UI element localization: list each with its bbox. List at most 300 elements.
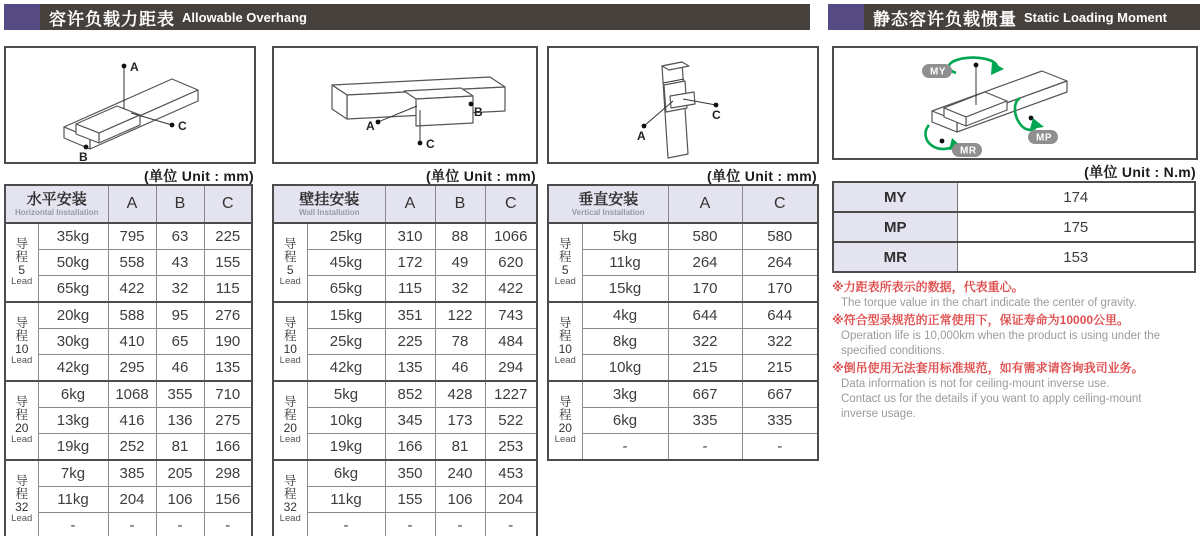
value-cell: 215 xyxy=(668,355,742,382)
table-row xyxy=(5,329,252,355)
value-cell: 155 xyxy=(385,487,435,513)
value-cell: 310 xyxy=(385,223,435,250)
value-cell: 135 xyxy=(385,355,435,382)
table-row xyxy=(273,408,537,434)
point-c-dot xyxy=(714,103,719,108)
table-row xyxy=(273,355,537,382)
point-a-label: A xyxy=(637,129,646,143)
note-en: The torque value in the chart indicate the center of gravity. xyxy=(841,297,1137,309)
weight-cell: 7kg xyxy=(38,460,108,487)
header-row xyxy=(273,185,537,223)
weight-cell: 6kg xyxy=(307,460,385,487)
table-head xyxy=(5,185,252,223)
lead-cell xyxy=(273,460,307,536)
table-body xyxy=(548,223,818,460)
notes-block xyxy=(832,278,1200,422)
lead-zh-char: 导 xyxy=(15,474,28,489)
weight-cell: 15kg xyxy=(582,276,668,303)
vertical-table-mount xyxy=(547,184,819,461)
my-badge-label: MY xyxy=(930,66,946,78)
header-row xyxy=(5,185,252,223)
value-cell: 106 xyxy=(435,487,485,513)
value-cell: 322 xyxy=(742,329,818,355)
table-row xyxy=(833,212,1195,242)
lead-number: 10 xyxy=(15,342,29,357)
value-cell: 225 xyxy=(385,329,435,355)
lead-cell xyxy=(548,381,582,460)
lead-zh-char: 程 xyxy=(558,408,572,423)
value-cell: 322 xyxy=(668,329,742,355)
value-cell: 295 xyxy=(108,355,156,382)
column-header-a: A xyxy=(668,185,742,223)
overhang-table-wall xyxy=(272,184,538,536)
lead-number: 10 xyxy=(283,342,297,357)
weight-cell: 11kg xyxy=(307,487,385,513)
table-body xyxy=(5,223,252,536)
accent-square xyxy=(4,4,40,30)
weight-cell: 65kg xyxy=(38,276,108,303)
table-row xyxy=(5,223,252,250)
unit-label: (单位 Unit : mm) xyxy=(144,168,254,184)
value-cell: 32 xyxy=(156,276,204,303)
horizontal-rail-diagram xyxy=(6,48,254,162)
weight-cell: - xyxy=(582,434,668,461)
table-head xyxy=(548,185,818,223)
value-cell: 355 xyxy=(156,381,204,408)
moment-value: 153 xyxy=(957,242,1195,272)
lead-zh-char: 程 xyxy=(283,250,297,265)
value-cell: 252 xyxy=(108,434,156,461)
lead-en-label: Lead xyxy=(554,433,576,445)
table-title-zh: 壁挂安装 xyxy=(299,190,360,208)
point-b-dot xyxy=(84,145,89,150)
weight-cell: - xyxy=(307,513,385,536)
weight-cell: 42kg xyxy=(38,355,108,382)
value-cell: 351 xyxy=(385,302,435,329)
table-row xyxy=(5,408,252,434)
table-row xyxy=(273,250,537,276)
value-cell: 644 xyxy=(668,302,742,329)
table-row xyxy=(548,408,818,434)
table-title xyxy=(273,185,385,223)
point-b-dot xyxy=(469,102,474,107)
lead-zh-char: 程 xyxy=(558,250,572,265)
weight-cell: 20kg xyxy=(38,302,108,329)
weight-cell: 35kg xyxy=(38,223,108,250)
lead-cell xyxy=(5,302,38,381)
table-row xyxy=(5,460,252,487)
point-b-label: B xyxy=(474,105,483,119)
moment-table-mount xyxy=(832,181,1198,273)
note-en: inverse usage. xyxy=(841,407,916,420)
lead-en-label: Lead xyxy=(279,354,301,366)
value-cell: 81 xyxy=(156,434,204,461)
column-header-a: A xyxy=(108,185,156,223)
point-a-dot xyxy=(376,120,381,125)
table-row xyxy=(5,355,252,382)
lead-zh-char: 程 xyxy=(15,250,28,265)
value-cell: - xyxy=(668,434,742,461)
value-cell: 32 xyxy=(435,276,485,303)
table-row xyxy=(548,223,818,250)
note-zh: ※力距表所表示的数据，代表重心。 xyxy=(832,280,1024,294)
value-cell: 115 xyxy=(204,276,252,303)
lead-number: 20 xyxy=(283,421,297,436)
value-cell: - xyxy=(156,513,204,536)
accent-square xyxy=(828,4,864,30)
lead-zh-char: 导 xyxy=(283,237,297,252)
weight-cell: 5kg xyxy=(307,381,385,408)
value-cell: - xyxy=(742,434,818,461)
lead-cell xyxy=(273,381,307,460)
value-cell: 276 xyxy=(204,302,252,329)
value-cell: 46 xyxy=(156,355,204,382)
table-row xyxy=(548,302,818,329)
section-title-zh: 静态容许负载惯量 xyxy=(873,9,1017,29)
note-zh: ※符合型录规范的正常使用下，保证寿命为10000公里。 xyxy=(832,312,1130,327)
lead-en-label: Lead xyxy=(554,354,576,366)
column-header-a: A xyxy=(385,185,435,223)
table-row xyxy=(5,381,252,408)
moment-label: MY xyxy=(833,182,957,212)
table-row xyxy=(548,276,818,303)
point-c-label: C xyxy=(426,137,435,151)
value-cell: 644 xyxy=(742,302,818,329)
lead-en-label: Lead xyxy=(11,433,33,445)
value-cell: 156 xyxy=(204,487,252,513)
weight-cell: - xyxy=(38,513,108,536)
value-cell: 205 xyxy=(156,460,204,487)
unit-label: (单位 Unit : mm) xyxy=(426,168,536,184)
table-row xyxy=(5,302,252,329)
vertical-rail-diagram xyxy=(549,48,817,162)
lead-zh-char: 程 xyxy=(15,408,28,423)
point-c-label: C xyxy=(712,108,721,122)
value-cell: 1068 xyxy=(108,381,156,408)
column-wall xyxy=(272,46,538,536)
column-vertical xyxy=(547,46,819,461)
value-cell: 345 xyxy=(385,408,435,434)
table-title xyxy=(5,185,108,223)
column-horizontal xyxy=(4,46,256,536)
weight-cell: 8kg xyxy=(582,329,668,355)
weight-cell: 5kg xyxy=(582,223,668,250)
table-row xyxy=(5,487,252,513)
value-cell: 170 xyxy=(742,276,818,303)
lead-number: 10 xyxy=(558,342,572,357)
value-cell: 264 xyxy=(742,250,818,276)
value-cell: 63 xyxy=(156,223,204,250)
point-a-dot xyxy=(642,124,647,129)
lead-cell xyxy=(273,223,307,302)
note-en: Contact us for the details if you want to apply ceiling-mount xyxy=(841,392,1142,405)
value-cell: 743 xyxy=(485,302,537,329)
weight-cell: 10kg xyxy=(307,408,385,434)
table-row xyxy=(548,329,818,355)
lead-number: 5 xyxy=(286,263,294,278)
value-cell: 667 xyxy=(668,381,742,408)
table-row xyxy=(273,381,537,408)
moment-label: MP xyxy=(833,212,957,242)
value-cell: 335 xyxy=(742,408,818,434)
table-row xyxy=(273,487,537,513)
lead-cell xyxy=(5,460,38,536)
note-en: Data information is not for ceiling-mount inverse use. xyxy=(841,377,1110,390)
weight-cell: 6kg xyxy=(38,381,108,408)
value-cell: 428 xyxy=(435,381,485,408)
table-row xyxy=(548,434,818,461)
weight-cell: 30kg xyxy=(38,329,108,355)
weight-cell: 6kg xyxy=(582,408,668,434)
value-cell: - xyxy=(485,513,537,536)
lead-zh-char: 导 xyxy=(558,237,572,252)
lead-zh-char: 导 xyxy=(15,395,28,410)
horizontal-table-mount xyxy=(4,184,256,536)
weight-cell: 15kg xyxy=(307,302,385,329)
section-title-en: Static Loading Moment xyxy=(1024,9,1167,25)
weight-cell: 50kg xyxy=(38,250,108,276)
value-cell: 620 xyxy=(485,250,537,276)
value-cell: 173 xyxy=(435,408,485,434)
weight-cell: 4kg xyxy=(582,302,668,329)
column-header-b: B xyxy=(156,185,204,223)
wall-rail-diagram xyxy=(274,48,536,162)
value-cell: 294 xyxy=(485,355,537,382)
column-header-c: C xyxy=(204,185,252,223)
column-moment xyxy=(832,46,1198,422)
value-cell: 204 xyxy=(108,487,156,513)
lead-zh-char: 导 xyxy=(558,395,572,410)
value-cell: - xyxy=(108,513,156,536)
point-c-dot xyxy=(418,141,423,146)
lead-en-label: Lead xyxy=(11,275,33,287)
lead-en-label: Lead xyxy=(11,354,33,366)
overhang-table-vertical xyxy=(547,184,819,461)
value-cell: - xyxy=(385,513,435,536)
value-cell: 155 xyxy=(204,250,252,276)
value-cell: 204 xyxy=(485,487,537,513)
value-cell: 1227 xyxy=(485,381,537,408)
value-cell: - xyxy=(204,513,252,536)
value-cell: 422 xyxy=(108,276,156,303)
lead-cell xyxy=(5,223,38,302)
weight-cell: 11kg xyxy=(582,250,668,276)
value-cell: 46 xyxy=(435,355,485,382)
point-a-dot xyxy=(122,64,127,69)
value-cell: 522 xyxy=(485,408,537,434)
lead-zh-char: 导 xyxy=(15,237,28,252)
note-en: specified conditions. xyxy=(841,344,945,357)
value-cell: 106 xyxy=(156,487,204,513)
lead-number: 5 xyxy=(561,263,569,278)
weight-cell: 19kg xyxy=(38,434,108,461)
section-title-en: Allowable Overhang xyxy=(182,9,307,25)
lead-zh-char: 导 xyxy=(283,474,297,489)
value-cell: 264 xyxy=(668,250,742,276)
table-row xyxy=(273,302,537,329)
lead-en-label: Lead xyxy=(279,275,301,287)
value-cell: 558 xyxy=(108,250,156,276)
value-cell: 588 xyxy=(108,302,156,329)
lead-cell xyxy=(273,302,307,381)
moment-value: 174 xyxy=(957,182,1195,212)
lead-number: 20 xyxy=(558,421,572,436)
unit-label: (单位 Unit : N.m) xyxy=(1084,164,1196,180)
value-cell: 795 xyxy=(108,223,156,250)
diagram-vertical-mount xyxy=(547,46,819,164)
point-a-label: A xyxy=(130,60,139,74)
table-head xyxy=(273,185,537,223)
value-cell: 298 xyxy=(204,460,252,487)
value-cell: 88 xyxy=(435,223,485,250)
lead-zh-char: 导 xyxy=(15,316,28,331)
weight-cell: 65kg xyxy=(307,276,385,303)
value-cell: 172 xyxy=(385,250,435,276)
mp-badge-label: MP xyxy=(1036,132,1052,144)
table-row xyxy=(548,250,818,276)
overhang-table-horizontal xyxy=(4,184,253,536)
table-title xyxy=(548,185,668,223)
lead-number: 20 xyxy=(15,421,29,436)
header-row xyxy=(548,185,818,223)
lead-cell xyxy=(548,302,582,381)
lead-number: 5 xyxy=(18,263,26,278)
table-row xyxy=(273,434,537,461)
lead-zh-char: 程 xyxy=(558,329,572,344)
value-cell: 78 xyxy=(435,329,485,355)
point-c-dot xyxy=(170,123,175,128)
lead-zh-char: 导 xyxy=(283,316,297,331)
table-body xyxy=(273,223,537,536)
weight-cell: 25kg xyxy=(307,329,385,355)
table-row xyxy=(273,460,537,487)
table-row xyxy=(833,182,1195,212)
weight-cell: 10kg xyxy=(582,355,668,382)
table-title-zh: 水平安装 xyxy=(26,190,87,208)
value-cell: 385 xyxy=(108,460,156,487)
value-cell: 580 xyxy=(742,223,818,250)
note-en: Operation life is 10,000km when the product is using under the xyxy=(841,329,1160,342)
point-a-label: A xyxy=(366,119,375,133)
lead-en-label: Lead xyxy=(279,433,301,445)
diagram-horizontal-mount xyxy=(4,46,256,164)
table-row xyxy=(5,513,252,536)
value-cell: 122 xyxy=(435,302,485,329)
table-body xyxy=(833,182,1195,272)
moment-value: 175 xyxy=(957,212,1195,242)
column-header-c: C xyxy=(742,185,818,223)
value-cell: 166 xyxy=(385,434,435,461)
weight-cell: 19kg xyxy=(307,434,385,461)
weight-cell: 25kg xyxy=(307,223,385,250)
diagram-moment xyxy=(832,46,1198,160)
value-cell: 49 xyxy=(435,250,485,276)
value-cell: 253 xyxy=(485,434,537,461)
value-cell: 170 xyxy=(668,276,742,303)
value-cell: 81 xyxy=(435,434,485,461)
table-row xyxy=(5,276,252,303)
value-cell: 580 xyxy=(668,223,742,250)
table-title-en: Horizontal Installation xyxy=(14,207,99,217)
table-title-en: Wall Installation xyxy=(298,207,360,217)
value-cell: 115 xyxy=(385,276,435,303)
weight-cell: 11kg xyxy=(38,487,108,513)
weight-cell: 3kg xyxy=(582,381,668,408)
table-row xyxy=(273,276,537,303)
value-cell: - xyxy=(435,513,485,536)
value-cell: 190 xyxy=(204,329,252,355)
lead-zh-char: 程 xyxy=(283,329,297,344)
value-cell: 667 xyxy=(742,381,818,408)
note-zh: ※倒吊使用无法套用标准规范，如有需求请咨询我司业务。 xyxy=(832,360,1144,375)
value-cell: 275 xyxy=(204,408,252,434)
lead-zh-char: 程 xyxy=(283,487,297,502)
table-row xyxy=(273,223,537,250)
moment-label: MR xyxy=(833,242,957,272)
weight-cell: 42kg xyxy=(307,355,385,382)
table-row xyxy=(273,513,537,536)
table-title-en: Vertical Installation xyxy=(571,207,645,217)
table-row xyxy=(548,381,818,408)
value-cell: 136 xyxy=(156,408,204,434)
table-row xyxy=(273,329,537,355)
my-rotation-arrow xyxy=(949,58,997,73)
section-title-zh: 容许负载力距表 xyxy=(49,9,175,29)
value-cell: 135 xyxy=(204,355,252,382)
lead-number: 32 xyxy=(15,500,29,515)
table-row xyxy=(5,434,252,461)
table-title-zh: 垂直安装 xyxy=(578,190,639,208)
table-row xyxy=(5,250,252,276)
lead-zh-char: 导 xyxy=(558,316,572,331)
unit-label: (单位 Unit : mm) xyxy=(707,168,817,184)
value-cell: 65 xyxy=(156,329,204,355)
value-cell: 453 xyxy=(485,460,537,487)
column-header-c: C xyxy=(485,185,537,223)
weight-cell: 45kg xyxy=(307,250,385,276)
lead-zh-char: 程 xyxy=(15,329,28,344)
value-cell: 484 xyxy=(485,329,537,355)
section-header-overhang xyxy=(4,4,810,30)
value-cell: 166 xyxy=(204,434,252,461)
value-cell: 350 xyxy=(385,460,435,487)
lead-cell xyxy=(548,223,582,302)
value-cell: 852 xyxy=(385,381,435,408)
lead-zh-char: 程 xyxy=(283,408,297,423)
value-cell: 215 xyxy=(742,355,818,382)
value-cell: 416 xyxy=(108,408,156,434)
value-cell: 43 xyxy=(156,250,204,276)
lead-number: 32 xyxy=(283,500,297,515)
mr-badge-label: MR xyxy=(960,145,977,157)
value-cell: 240 xyxy=(435,460,485,487)
moment-rail-diagram xyxy=(834,48,1196,158)
weight-cell: 13kg xyxy=(38,408,108,434)
value-cell: 710 xyxy=(204,381,252,408)
lead-cell xyxy=(5,381,38,460)
diagram-wall-mount xyxy=(272,46,538,164)
moment-table xyxy=(832,181,1196,273)
value-cell: 335 xyxy=(668,408,742,434)
value-cell: 225 xyxy=(204,223,252,250)
column-header-b: B xyxy=(435,185,485,223)
lead-en-label: Lead xyxy=(554,275,576,287)
value-cell: 410 xyxy=(108,329,156,355)
table-row xyxy=(833,242,1195,272)
point-b-label: B xyxy=(79,150,88,162)
lead-zh-char: 导 xyxy=(283,395,297,410)
value-cell: 1066 xyxy=(485,223,537,250)
